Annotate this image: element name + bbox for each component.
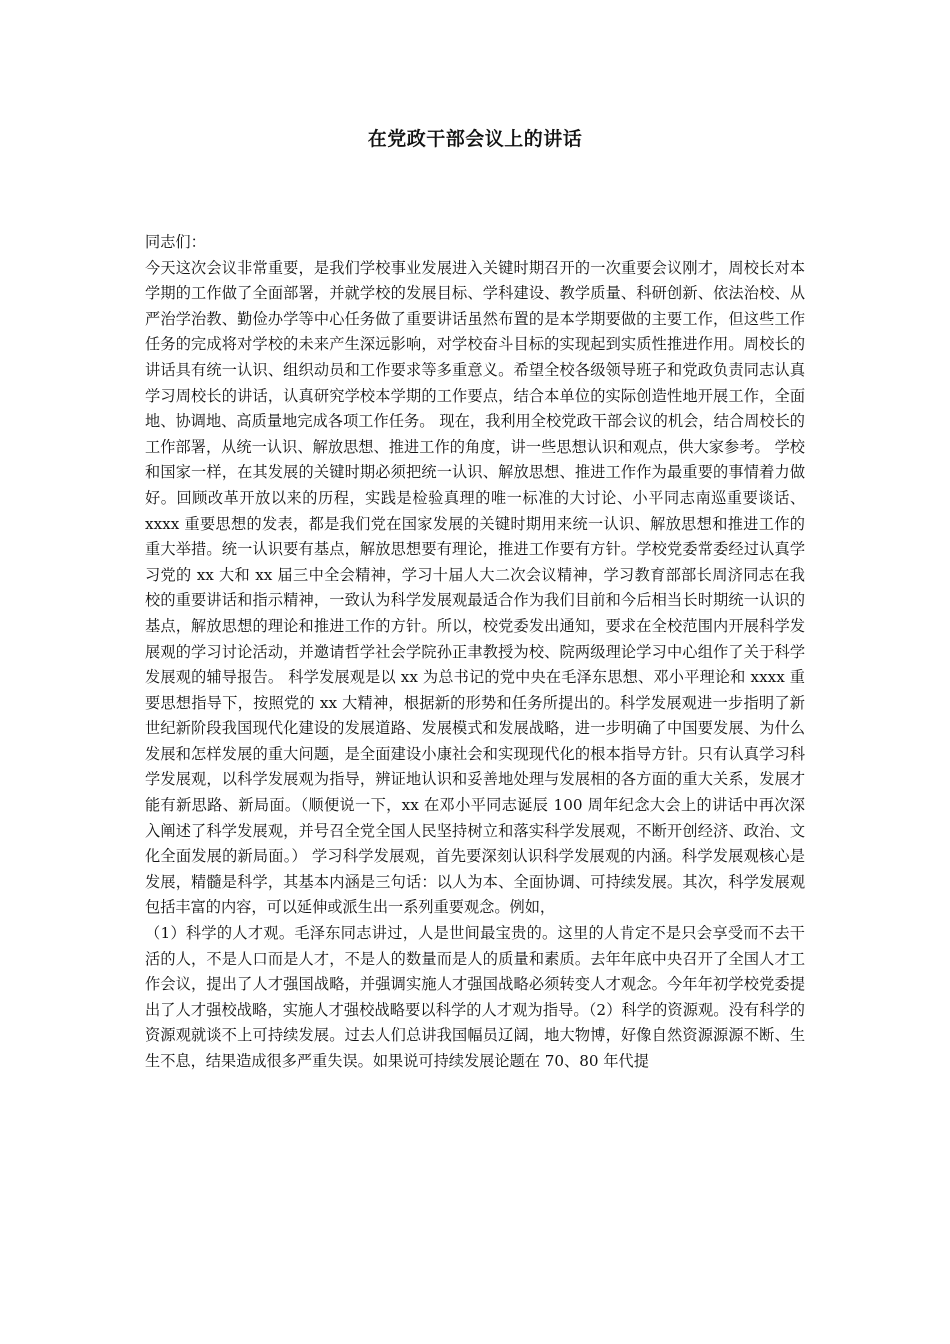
document-body [145, 230, 805, 1075]
document-title: 在党政干部会议上的讲话 [367, 128, 583, 150]
paragraph-2: （1）科学的人才观。毛泽东同志讲过，人是世间最宝贵的。这里的人肯定不是只会享受而不去干活的人，不是人口而是人才，不是人的数量而是人的质量和素质。去年年底中央召开了全国人才工作会议，提出了人才强国战略，并强调实施人才强国战略必须转变人才观念。今年年初学校党委提出了人才强校战略，实施人才强校战略要以科学的人才观为指导。（2）科学的资源观。没有科学的资源观就谈不上可持续发展。过去人们总讲我国幅员辽阔，地大物博，好像自然资源源源不断、生生不息，结果造成很多严重失误。如果说可持续发展论题在 70、80 年代提 [145, 924, 805, 1070]
paragraph-1: 今天这次会议非常重要，是我们学校事业发展进入关键时期召开的一次重要会议刚才，周校长对本学期的工作做了全面部署，并就学校的发展目标、学科建设、教学质量、科研创新、依法治校、从严治学治教、勤俭办学等中心任务做了重要讲话虽然布置的是本学期要做的主要工作，但这些工作任务的完成将对学校的未来产生深远影响，对学校奋斗目标的实现起到实质性推进作用。周校长的讲话具有统一认识、组织动员和工作要求等多重意义。希望全校各级领导班子和党政负责同志认真学习周校长的讲话，认真研究学校本学期的工作要点，结合本单位的实际创造性地开展工作，全面地、协调地、高质量地完成各项工作任务。 现在，我利用全校党政干部会议的机会，结合周校长的工作部署，从统一认识、解放思想、推进工作的角度，讲一些思想认识和观点，供大家参考。 学校和国家一样，在其发展的关键时期必须把统一认识、解放思想、推进工作作为最重要的事情着力做好。回顾改革开放以来的历程，实践是检验真理的唯一标准的大讨论、小平同志南巡重要谈话、xxxx 重要思想的发表，都是我们党在国家发展的关键时期用来统一认识、解放思想和推进工作的重大举措。统一认识要有基点，解放思想要有理论，推进工作要有方针。学校党委常委经过认真学习党的 xx 大和 xx 届三中全会精神，学习十届人大二次会议精神，学习教育部部长周济同志在我校的重要讲话和指示精神，一致认为科学发展观最适合作为我们目前和今后相当长时期统一认识的基点，解放思想的理论和推进工作的方针。所以，校党委发出通知，要求在全校范围内开展科学发展观的学习讨论活动，并邀请哲学社会学院孙正聿教授为校、院两级理论学习中心组作了关于科学发展观的辅导报告。 科学发展观是以 xx 为总书记的党中央在毛泽东思想、邓小平理论和 xxxx 重要思想指导下，按照党的 xx 大精神，根据新的形势和任务所提出的。科学发展观进一步指明了新世纪新阶段我国现代化建设的发展道路、发展模式和发展战略，进一步明确了中国要发展、为什么发展和怎样发展的重大问题，是全面建设小康社会和实现现代化的根本指导方针。只有认真学习科学发展观，以科学发展观为指导，辨证地认识和妥善地处理与发展相的各方面的重大关系，发展才能有新思路、新局面。（顺便说一下，xx 在邓小平同志诞辰 100 周年纪念大会上的讲话中再次深入阐述了科学发展观，并号召全党全国人民坚持树立和落实科学发展观，不断开创经济、政治、文化全面发展的新局面。） 学习科学发展观，首先要深刻认识科学发展观的内涵。科学发展观核心是发展，精髓是科学，其基本内涵是三句话：以人为本、全面协调、可持续发展。其次，科学发展观包括丰富的内容，可以延伸或派生出一系列重要观念。例如， [145, 258, 805, 917]
salutation: 同志们： [145, 233, 206, 251]
